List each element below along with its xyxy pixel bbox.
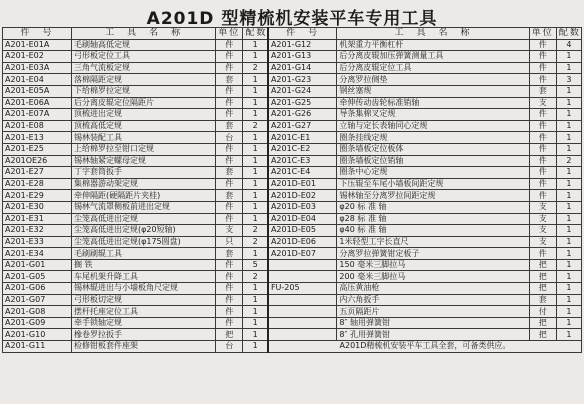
- part-no-cell: A201-E08: [3, 120, 72, 132]
- qty-cell: 1: [556, 236, 581, 248]
- tool-name-cell: 200 毫米三脚拉马: [337, 271, 529, 283]
- part-no-cell: A201-E34: [3, 248, 72, 260]
- part-no-cell: A201D-E02: [268, 190, 337, 202]
- unit-cell: 件: [216, 317, 243, 329]
- unit-cell: 件: [216, 97, 243, 109]
- qty-cell: 1: [556, 178, 581, 190]
- qty-cell: 1: [243, 341, 268, 353]
- tool-name-cell: 橡卷罗拉扳手: [71, 329, 215, 341]
- unit-cell: 件: [216, 51, 243, 63]
- qty-cell: 1: [556, 190, 581, 202]
- tool-name-cell: 圈条中心定规: [337, 167, 529, 179]
- unit-cell: 把: [216, 329, 243, 341]
- table-row: [3, 167, 582, 179]
- part-no-cell: [268, 306, 337, 318]
- qty-cell: 1: [556, 294, 581, 306]
- table-row: [3, 109, 582, 121]
- qty-cell: 1: [243, 294, 268, 306]
- unit-cell: 件: [216, 213, 243, 225]
- table-row: [3, 341, 582, 353]
- table-row: [3, 97, 582, 109]
- tool-name-cell: 尘笼高低进出定规(φ20短轴): [71, 225, 215, 237]
- tool-name-cell: 分离罗拉侧垫: [337, 74, 529, 86]
- tool-name-cell: 后分离皮辊定位工具: [337, 62, 529, 74]
- unit-cell: 台: [216, 132, 243, 144]
- table-row: [3, 283, 582, 295]
- qty-cell: 1: [556, 51, 581, 63]
- part-no-cell: A201-E13: [3, 132, 72, 144]
- tool-name-cell: 牵伸传动齿轮标准销轴: [337, 97, 529, 109]
- header-unit: 单位: [529, 28, 556, 40]
- tool-name-cell: 毛刷轴高低定规: [71, 39, 215, 51]
- qty-cell: 1: [243, 155, 268, 167]
- header-qty: 配数: [556, 28, 581, 40]
- part-no-cell: [268, 271, 337, 283]
- qty-cell: 1: [556, 201, 581, 213]
- tool-name-cell: 集棉器游动架定规: [71, 178, 215, 190]
- part-no-cell: A201C-E1: [268, 132, 337, 144]
- table-row: [3, 39, 582, 51]
- table-header-row: [3, 28, 582, 40]
- table-row: [3, 259, 582, 271]
- part-no-cell: A201-E07A: [3, 109, 72, 121]
- part-no-cell: A201-E02: [3, 51, 72, 63]
- unit-cell: 支: [529, 97, 556, 109]
- unit-cell: 件: [216, 143, 243, 155]
- part-no-cell: A201-E03A: [3, 62, 72, 74]
- qty-cell: 1: [243, 190, 268, 202]
- footnote-cell: A201D精梳机安装平车工具全套，可备类供应。: [268, 341, 582, 353]
- qty-cell: 2: [243, 271, 268, 283]
- part-no-cell: A201-G27: [268, 120, 337, 132]
- qty-cell: 1: [556, 259, 581, 271]
- qty-cell: 1: [243, 329, 268, 341]
- part-no-cell: A201-E32: [3, 225, 72, 237]
- qty-cell: 1: [243, 85, 268, 97]
- unit-cell: 件: [529, 190, 556, 202]
- unit-cell: 把: [529, 329, 556, 341]
- unit-cell: 支: [529, 236, 556, 248]
- part-no-cell: A201C-E2: [268, 143, 337, 155]
- qty-cell: 1: [243, 167, 268, 179]
- qty-cell: 1: [556, 248, 581, 260]
- qty-cell: 3: [556, 74, 581, 86]
- table-row: [3, 51, 582, 63]
- qty-cell: 4: [556, 39, 581, 51]
- tool-name-cell: 弓形板定位工具: [71, 51, 215, 63]
- qty-cell: 1: [556, 97, 581, 109]
- part-no-cell: A201-E31: [3, 213, 72, 225]
- part-no-cell: A201D-E06: [268, 236, 337, 248]
- tool-name-cell: 尘笼高低进出定规(φ175圆盘): [71, 236, 215, 248]
- unit-cell: 套: [216, 167, 243, 179]
- tool-name-cell: 顶梳高低定规: [71, 120, 215, 132]
- table-row: [3, 132, 582, 144]
- tools-table: [2, 27, 582, 353]
- table-row: [3, 74, 582, 86]
- part-no-cell: A201-G09: [3, 317, 72, 329]
- qty-cell: 1: [243, 283, 268, 295]
- tool-name-cell: 圈条墙板定位板体: [337, 143, 529, 155]
- part-no-cell: FU-205: [268, 283, 337, 295]
- unit-cell: 件: [216, 62, 243, 74]
- tool-name-cell: 落棉隔距定规: [71, 74, 215, 86]
- part-no-cell: A201D-E03: [268, 201, 337, 213]
- table-row: [3, 236, 582, 248]
- header-tool-name: 工 具 名 称: [337, 28, 529, 40]
- part-no-cell: A201-G06: [3, 283, 72, 295]
- unit-cell: 件: [216, 201, 243, 213]
- tool-name-cell: 下压辊至车尾小墙板间距定规: [337, 178, 529, 190]
- qty-cell: 1: [243, 74, 268, 86]
- tool-name-cell: 8″ 孔用弹簧钳: [337, 329, 529, 341]
- table-row: [3, 306, 582, 318]
- part-no-cell: A201OE26: [3, 155, 72, 167]
- unit-cell: 支: [529, 225, 556, 237]
- part-no-cell: A201D-E05: [268, 225, 337, 237]
- unit-cell: 把: [529, 317, 556, 329]
- part-no-cell: A201-G14: [268, 62, 337, 74]
- tool-name-cell: 高压黄油枪: [337, 283, 529, 295]
- unit-cell: 套: [216, 248, 243, 260]
- part-no-cell: A201D-E01: [268, 178, 337, 190]
- part-no-cell: A201-E28: [3, 178, 72, 190]
- part-no-cell: A201-G05: [3, 271, 72, 283]
- unit-cell: 件: [529, 178, 556, 190]
- part-no-cell: A201-G08: [3, 306, 72, 318]
- unit-cell: 件: [216, 39, 243, 51]
- table-row: [3, 201, 582, 213]
- tool-name-cell: 检修钳板套件座架: [71, 341, 215, 353]
- tool-name-cell: 毛刷刷辊工具: [71, 248, 215, 260]
- qty-cell: 1: [243, 213, 268, 225]
- unit-cell: 把: [529, 283, 556, 295]
- tool-name-cell: 搁 铁: [71, 259, 215, 271]
- part-no-cell: A201C-E4: [268, 167, 337, 179]
- tool-name-cell: 圈条墙板定位销轴: [337, 155, 529, 167]
- tool-name-cell: φ28 标 准 轴: [337, 213, 529, 225]
- part-no-cell: A201-E33: [3, 236, 72, 248]
- unit-cell: 件: [529, 155, 556, 167]
- part-no-cell: A201-G12: [268, 39, 337, 51]
- table-row: [3, 190, 582, 202]
- unit-cell: 件: [529, 167, 556, 179]
- part-no-cell: A201-E25: [3, 143, 72, 155]
- unit-cell: 件: [216, 259, 243, 271]
- unit-cell: 件: [216, 283, 243, 295]
- part-no-cell: A201C-E3: [268, 155, 337, 167]
- part-no-cell: [268, 259, 337, 271]
- table-row: [3, 317, 582, 329]
- qty-cell: 1: [243, 306, 268, 318]
- tool-name-cell: 锡林轴至分离罗拉间距定规: [337, 190, 529, 202]
- unit-cell: 件: [529, 62, 556, 74]
- tool-name-cell: 钢丝塞规: [337, 85, 529, 97]
- tool-name-cell: 150 毫米三脚拉马: [337, 259, 529, 271]
- header-unit: 单位: [216, 28, 243, 40]
- qty-cell: 2: [556, 155, 581, 167]
- tool-name-cell: 内六角扳手: [337, 294, 529, 306]
- part-no-cell: A201-G01: [3, 259, 72, 271]
- unit-cell: 把: [529, 259, 556, 271]
- unit-cell: 只: [216, 236, 243, 248]
- tool-name-cell: 分离罗拉弹簧钳定板子: [337, 248, 529, 260]
- table-row: [3, 85, 582, 97]
- tool-name-cell: 锡林辊进出与小墙板角尺定规: [71, 283, 215, 295]
- qty-cell: 1: [243, 39, 268, 51]
- part-no-cell: [268, 294, 337, 306]
- unit-cell: 件: [216, 306, 243, 318]
- part-no-cell: A201-E06A: [3, 97, 72, 109]
- header-tool-name: 工 具 名 称: [71, 28, 215, 40]
- part-no-cell: A201-G11: [3, 341, 72, 353]
- part-no-cell: A201-E05A: [3, 85, 72, 97]
- part-no-cell: A201-G26: [268, 109, 337, 121]
- unit-cell: 件: [529, 74, 556, 86]
- unit-cell: 支: [529, 201, 556, 213]
- table-row: [3, 62, 582, 74]
- header-part-no: 件 号: [268, 28, 337, 40]
- tool-name-cell: 后分离皮辊加压弹簧测量工具: [337, 51, 529, 63]
- tool-name-cell: 锡林轴紧定螺母定规: [71, 155, 215, 167]
- qty-cell: 1: [556, 306, 581, 318]
- qty-cell: 1: [243, 201, 268, 213]
- unit-cell: 套: [529, 294, 556, 306]
- qty-cell: 1: [556, 120, 581, 132]
- table-row: [3, 271, 582, 283]
- part-no-cell: A201-G13: [268, 51, 337, 63]
- unit-cell: 件: [216, 109, 243, 121]
- qty-cell: 1: [243, 51, 268, 63]
- part-no-cell: A201-E30: [3, 201, 72, 213]
- part-no-cell: A201-E27: [3, 167, 72, 179]
- tool-name-cell: 机架重力平衡杠杆: [337, 39, 529, 51]
- qty-cell: 1: [243, 248, 268, 260]
- part-no-cell: A201-G10: [3, 329, 72, 341]
- table-row: [3, 155, 582, 167]
- tool-name-cell: 后分离皮辊定位隔距片: [71, 97, 215, 109]
- table-row: [3, 329, 582, 341]
- tool-name-cell: 上给棉罗拉至钳口定规: [71, 143, 215, 155]
- unit-cell: 件: [529, 248, 556, 260]
- tool-name-cell: 立轴与定长表轴同心定规: [337, 120, 529, 132]
- part-no-cell: A201-G24: [268, 85, 337, 97]
- tool-name-cell: 圈条挂线定规: [337, 132, 529, 144]
- unit-cell: 件: [529, 39, 556, 51]
- part-no-cell: A201D-E07: [268, 248, 337, 260]
- qty-cell: 2: [243, 236, 268, 248]
- tool-name-cell: 8″ 轴用弹簧钳: [337, 317, 529, 329]
- document-title: A201D 型精梳机安装平车专用工具: [146, 9, 438, 29]
- unit-cell: 件: [216, 155, 243, 167]
- qty-cell: 1: [556, 62, 581, 74]
- tool-name-cell: 牵手锁轴定规: [71, 317, 215, 329]
- unit-cell: 件: [529, 109, 556, 121]
- qty-cell: 1: [243, 143, 268, 155]
- qty-cell: 2: [243, 62, 268, 74]
- unit-cell: 支: [216, 225, 243, 237]
- qty-cell: 1: [556, 109, 581, 121]
- qty-cell: 1: [243, 132, 268, 144]
- tool-name-cell: 摆杆托座定位工具: [71, 306, 215, 318]
- tool-name-cell: 1米轻型工字长直尺: [337, 236, 529, 248]
- unit-cell: 件: [529, 51, 556, 63]
- tool-name-cell: 车尾机架升降工具: [71, 271, 215, 283]
- tool-name-cell: 丁字套筒扳手: [71, 167, 215, 179]
- unit-cell: 件: [216, 178, 243, 190]
- unit-cell: 套: [216, 190, 243, 202]
- part-no-cell: [268, 329, 337, 341]
- qty-cell: 1: [556, 132, 581, 144]
- table-body: [3, 39, 582, 352]
- table-row: [3, 178, 582, 190]
- qty-cell: 2: [243, 120, 268, 132]
- tool-name-cell: 锡林装配工具: [71, 132, 215, 144]
- qty-cell: 1: [243, 317, 268, 329]
- qty-cell: 1: [243, 97, 268, 109]
- part-no-cell: [268, 317, 337, 329]
- tool-name-cell: 导条集棉叉定规: [337, 109, 529, 121]
- table-row: [3, 213, 582, 225]
- unit-cell: 支: [529, 213, 556, 225]
- qty-cell: 1: [556, 271, 581, 283]
- table-row: [3, 225, 582, 237]
- unit-cell: 套: [216, 120, 243, 132]
- tool-name-cell: 尘笼高低进出定规: [71, 213, 215, 225]
- qty-cell: 1: [556, 329, 581, 341]
- table-row: [3, 143, 582, 155]
- qty-cell: 1: [556, 283, 581, 295]
- part-no-cell: A201-E04: [3, 74, 72, 86]
- qty-cell: 1: [556, 317, 581, 329]
- unit-cell: 台: [216, 341, 243, 353]
- tool-name-cell: 弓形板切定规: [71, 294, 215, 306]
- qty-cell: 1: [556, 167, 581, 179]
- qty-cell: 1: [243, 109, 268, 121]
- tool-name-cell: 三角气流板定规: [71, 62, 215, 74]
- unit-cell: 套: [529, 85, 556, 97]
- unit-cell: 件: [529, 143, 556, 155]
- part-no-cell: A201-G07: [3, 294, 72, 306]
- tool-name-cell: 牵伸隔距(硬隔距片夹桂): [71, 190, 215, 202]
- unit-cell: 件: [216, 271, 243, 283]
- part-no-cell: A201-E29: [3, 190, 72, 202]
- tool-name-cell: φ40 标 准 轴: [337, 225, 529, 237]
- qty-cell: 1: [243, 178, 268, 190]
- unit-cell: 付: [529, 306, 556, 318]
- part-no-cell: A201-E01A: [3, 39, 72, 51]
- unit-cell: 把: [529, 271, 556, 283]
- table-row: [3, 120, 582, 132]
- qty-cell: 1: [556, 213, 581, 225]
- tool-name-cell: 顶梳进出定规: [71, 109, 215, 121]
- qty-cell: 2: [243, 225, 268, 237]
- tool-name-cell: 下给棉罗拉定规: [71, 85, 215, 97]
- unit-cell: 件: [529, 132, 556, 144]
- unit-cell: 件: [216, 85, 243, 97]
- tool-name-cell: φ20 标 准 轴: [337, 201, 529, 213]
- unit-cell: 套: [216, 74, 243, 86]
- unit-cell: 件: [216, 294, 243, 306]
- table-row: [3, 294, 582, 306]
- header-part-no: 件 号: [3, 28, 72, 40]
- tool-name-cell: 锡林气流罩侧板前进出定规: [71, 201, 215, 213]
- qty-cell: 1: [556, 85, 581, 97]
- qty-cell: 1: [556, 225, 581, 237]
- qty-cell: 5: [243, 259, 268, 271]
- tool-name-cell: 五页隔距片: [337, 306, 529, 318]
- part-no-cell: A201-G25: [268, 97, 337, 109]
- unit-cell: 件: [529, 120, 556, 132]
- part-no-cell: A201D-E04: [268, 213, 337, 225]
- part-no-cell: A201-G23: [268, 74, 337, 86]
- header-qty: 配数: [243, 28, 268, 40]
- qty-cell: 1: [556, 143, 581, 155]
- table-row: [3, 248, 582, 260]
